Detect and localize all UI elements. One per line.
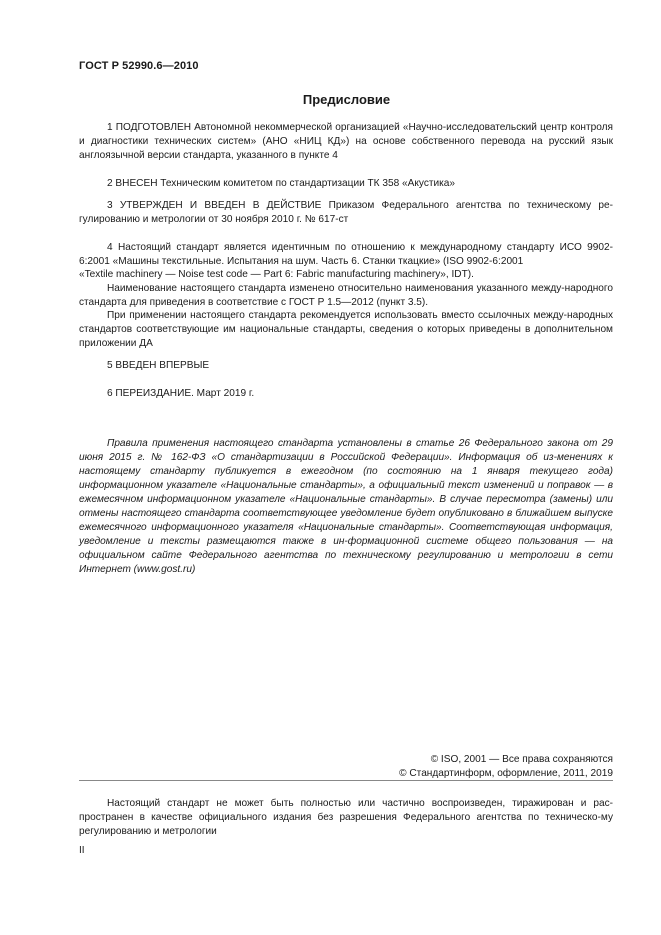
copyright-standartinform: © Стандартинформ, оформление, 2011, 2019 xyxy=(399,768,613,779)
page-title: Предисловие xyxy=(302,92,391,107)
paragraph-5: 5 ВВЕДЕН ВПЕРВЫЕ xyxy=(107,360,210,371)
standard-id-header: ГОСТ Р 52990.6—2010 xyxy=(79,60,199,72)
reproduction-notice: Настоящий стандарт не может быть полностью или частично воспроизведен, тиражирован и рас-пространен в качестве официального издания без разрешения Федерального агентства по техническо-му регулированию и метрологии xyxy=(79,798,613,837)
paragraph-6: 6 ПЕРЕИЗДАНИЕ. Март 2019 г. xyxy=(107,388,255,399)
paragraph-4-name-note: Наименование настоящего стандарта изменено относительно наименования указанного между-народного стандарта для приведения в соответствие с ГОСТ Р 1.5—2012 (пункт 3.5). xyxy=(79,283,613,308)
divider xyxy=(79,780,613,781)
paragraph-4-continuation: «Textile machinery — Noise test code — Part 6: Fabric manufacturing machinery», IDT). xyxy=(79,269,474,280)
paragraph-4-references-note: При применении настоящего стандарта рекомендуется использовать вместо ссылочных между-народных стандартов соответствующие им национальные стандарты, сведения о которых приведены в дополнительном приложении ДА xyxy=(79,310,613,349)
paragraph-3: 3 УТВЕРЖДЕН И ВВЕДЕН В ДЕЙСТВИЕ Приказом Федерального агентства по техническому ре-гулированию и метрологии от 30 ноября 2010 г. № 617-ст xyxy=(79,200,613,225)
copyright-iso: © ISO, 2001 — Все права сохраняются xyxy=(430,754,613,765)
paragraph-2: 2 ВНЕСЕН Техническим комитетом по стандартизации ТК 358 «Акустика» xyxy=(107,178,455,189)
page-number: II xyxy=(79,845,85,856)
paragraph-4: 4 Настоящий стандарт является идентичным по отношению к международному стандарту ИСО 9902-6:2001 «Машины текстильные. Испытания на шум. Часть 6. Станки ткацкие» (ISO 9902-6:2001 xyxy=(79,242,613,267)
paragraph-1: 1 ПОДГОТОВЛЕН Автономной некоммерческой организацией «Научно-исследовательский центр контроля и диагностики технических систем» (АНО «НИЦ КД») на основе собственного перевода на русский язык англоязычной версии стандарта, указанного в пункте 4 xyxy=(79,122,613,161)
application-rules-notice: Правила применения настоящего стандарта установлены в статье 26 Федерального закона от 29 июня 2015 г. № 162-ФЗ «О стандартизации в Российской Федерации». Информация об из-менениях к настоящему стандарту публикуется в ежегодном (по состоянию на 1 января текущего года) информационном указателе «Национальные стандарты», а официальный текст изменений и поправок — в ежемесячном информационном указателе «Национальные стандарты». В случае пересмотра (замены) или отмены настоящего стандарта соответствующее уведомление будет опубликовано в ближайшем выпуске ежемесячного информационного указателя «Национальные стандарты». Соответствующая информация, уведомление и тексты размещаются также в ин-формационной системе общего пользования — на официальном сайте Федерального агентства по техническому регулированию и метрологии в сети Интернет (www.gost.ru) xyxy=(79,438,613,575)
